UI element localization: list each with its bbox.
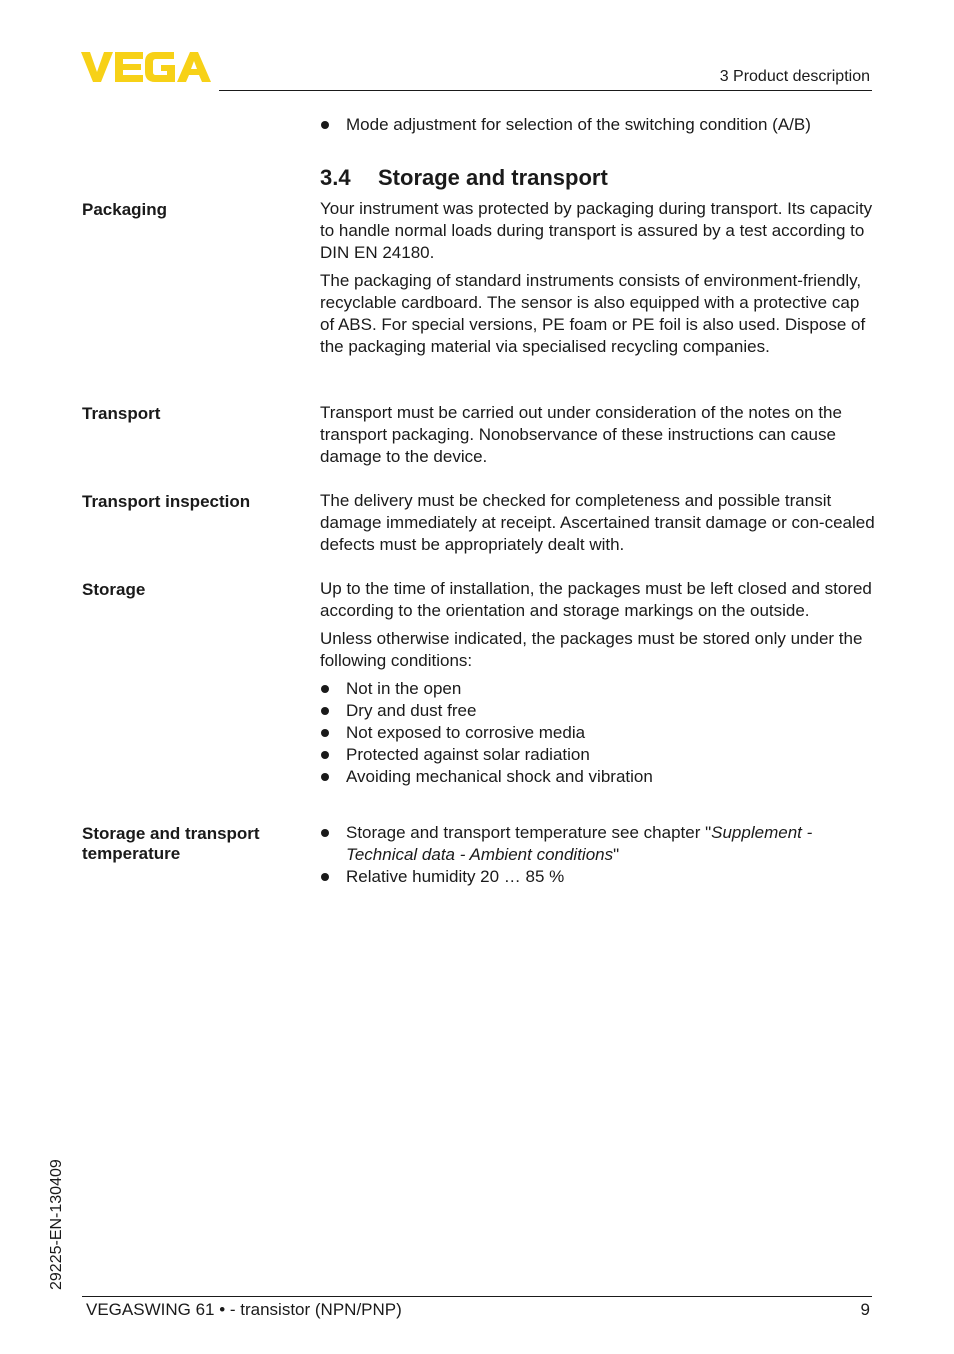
- paragraph: Your instrument was protected by packaging during transport. Its capacity to handle normal loads during transport is assured by a test according to DIN EN 24180.: [320, 199, 873, 262]
- margin-label-packaging: Packaging: [82, 200, 168, 219]
- section-heading: [320, 165, 608, 191]
- document-code: 29225-EN-130409: [48, 1159, 65, 1290]
- list-item: Protected against solar radiation: [320, 744, 875, 766]
- storage-conditions-list: [320, 678, 875, 788]
- list-item: Not exposed to corrosive media: [320, 722, 875, 744]
- paragraph: Transport must be carried out under consideration of the notes on the transport packaging. Nonobservance of these instructions can cause damage to the device.: [320, 403, 842, 466]
- temperature-text: [320, 822, 875, 888]
- transport-inspection-text: [320, 490, 875, 556]
- list-item: Relative humidity 20 … 85 %: [320, 866, 875, 888]
- list-item: Avoiding mechanical shock and vibration: [320, 766, 875, 788]
- bullet-icon: [321, 751, 329, 759]
- paragraph: The delivery must be checked for completeness and possible transit damage immediately at receipt. Ascertained transit damage or con-cealed defects must be appropriately dealt with.: [320, 491, 875, 554]
- header-section-title: 3 Product description: [719, 68, 870, 85]
- margin-label-temperature: Storage and transport temperature: [82, 824, 260, 863]
- margin-label-transport-inspection: Transport inspection: [82, 492, 251, 511]
- transport-text: [320, 402, 875, 468]
- bullet-icon: [321, 729, 329, 737]
- margin-label-storage: Storage: [82, 580, 146, 599]
- footer-product-title: VEGASWING 61 • - transistor (NPN/PNP): [86, 1300, 402, 1319]
- paragraph: Up to the time of installation, the packages must be left closed and stored according to the orientation and storage markings on the outside.: [320, 579, 872, 620]
- list-item: Not in the open: [320, 678, 875, 700]
- paragraph: Unless otherwise indicated, the packages must be stored only under the following conditions:: [320, 629, 863, 670]
- vega-logo: [81, 50, 211, 84]
- intro-bullet-block: [320, 114, 875, 136]
- bullet-icon: [321, 707, 329, 715]
- storage-text: [320, 578, 875, 788]
- margin-label-transport: Transport: [82, 404, 161, 423]
- section-title: Storage and transport: [378, 165, 608, 190]
- bullet-icon: [321, 773, 329, 781]
- list-item: Dry and dust free: [320, 700, 875, 722]
- header-divider: [219, 90, 872, 91]
- paragraph: The packaging of standard instruments consists of environment-friendly, recyclable cardboard. The sensor is also equipped with a protective cap of ABS. For special versions, PE foam or PE foil is also used. Dispose of the packaging material via specialised recycling companies.: [320, 271, 866, 356]
- section-number: 3.4: [320, 165, 351, 190]
- bullet-icon: [321, 829, 329, 837]
- bullet-icon: [321, 873, 329, 881]
- packaging-text: [320, 198, 875, 358]
- footer-divider: [82, 1296, 872, 1297]
- bullet-icon: [321, 685, 329, 693]
- bullet-icon: [321, 121, 329, 129]
- list-item: Storage and transport temperature see chapter "Supplement - Technical data - Ambient conditions": [320, 822, 875, 866]
- page-number: 9: [860, 1300, 870, 1319]
- list-item: Mode adjustment for selection of the switching condition (A/B): [320, 114, 875, 136]
